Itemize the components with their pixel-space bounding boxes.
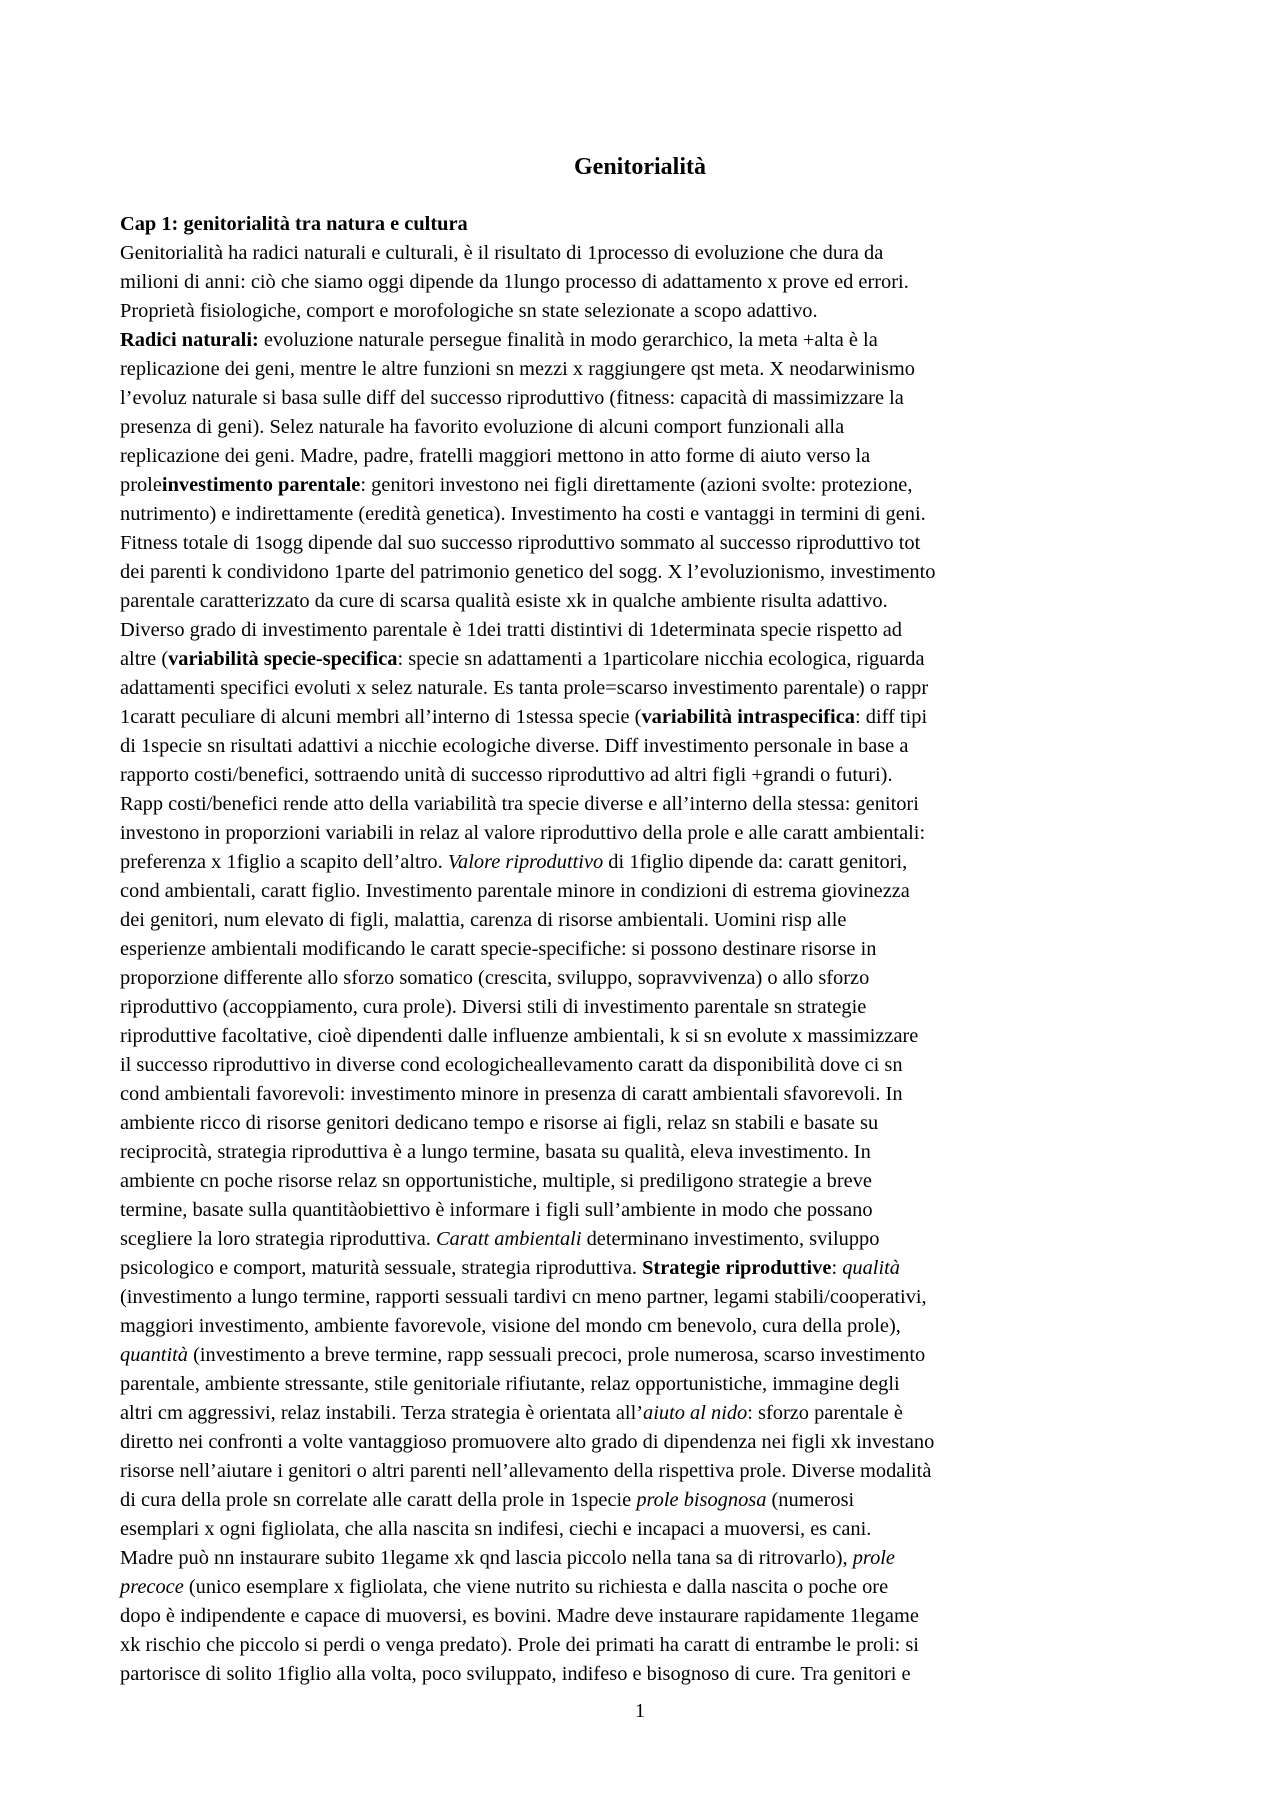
text-line bbox=[120, 1196, 1160, 1225]
text-run: Proprietà fisiologiche, comport e morofologiche sn state selezionate a scopo adattivo. bbox=[120, 300, 818, 322]
text-line bbox=[120, 413, 1160, 442]
text-line bbox=[120, 1080, 1160, 1109]
text-line bbox=[120, 1428, 1160, 1457]
text-run: (numerosi bbox=[766, 1489, 855, 1511]
text-line bbox=[120, 1573, 1160, 1602]
text-run: : diff tipi bbox=[854, 706, 928, 728]
text-line bbox=[120, 645, 1160, 674]
text-run: dei parenti k condividono 1parte del patrimonio genetico del sogg. X l’evoluzionismo, investimento bbox=[120, 561, 936, 583]
text-line bbox=[120, 355, 1160, 384]
section-heading: Cap 1: genitorialità tra natura e cultura bbox=[120, 213, 468, 235]
text-run: : genitori investono nei figli direttamente (azioni svolte: protezione, bbox=[360, 474, 913, 496]
text-run: preferenza x 1figlio a scapito dell’altro. bbox=[120, 851, 448, 873]
text-line bbox=[120, 761, 1160, 790]
text-line bbox=[120, 1399, 1160, 1428]
bold-term: variabilità specie-specifica bbox=[168, 648, 398, 670]
bold-term: Strategie riproduttive bbox=[642, 1257, 832, 1279]
text-run: replicazione dei geni, mentre le altre funzioni sn mezzi x raggiungere qst meta. X neodarwinismo bbox=[120, 358, 915, 380]
text-line bbox=[120, 471, 1160, 500]
text-run: (investimento a lungo termine, rapporti sessuali tardivi cn meno partner, legami stabili/cooperativi, bbox=[120, 1286, 927, 1308]
text-run: reciprocità, strategia riproduttiva è a lungo termine, basata su qualità, eleva investimento. In bbox=[120, 1141, 871, 1163]
text-run: Genitorialità ha radici naturali e culturali, è il risultato di 1processo di evoluzione che dura da bbox=[120, 242, 884, 264]
text-line bbox=[120, 1602, 1160, 1631]
text-run: altri cm aggressivi, relaz instabili. Terza strategia è orientata all’ bbox=[120, 1402, 644, 1424]
text-run: : bbox=[831, 1257, 843, 1279]
text-line bbox=[120, 1486, 1160, 1515]
text-line bbox=[120, 1109, 1160, 1138]
text-line bbox=[120, 1051, 1160, 1080]
text-run: termine, basate sulla quantitàobiettivo è informare i figli sull’ambiente in modo che possano bbox=[120, 1199, 873, 1221]
text-line bbox=[120, 442, 1160, 471]
text-run: xk rischio che piccolo si perdi o venga predato). Prole dei primati ha caratt di entrambe le proli: si bbox=[120, 1634, 919, 1656]
text-line bbox=[120, 1254, 1160, 1283]
bold-term: variabilità intraspecifica bbox=[641, 706, 855, 728]
text-line bbox=[120, 1515, 1160, 1544]
text-run: 1caratt peculiare di alcuni membri all’interno di 1stessa specie ( bbox=[120, 706, 642, 728]
text-run: (investimento a breve termine, rapp sessuali precoci, prole numerosa, scarso investimento bbox=[187, 1344, 926, 1366]
bold-term: Radici naturali: bbox=[120, 329, 259, 351]
text-line bbox=[120, 877, 1160, 906]
text-line bbox=[120, 500, 1160, 529]
text-line bbox=[120, 1631, 1160, 1660]
text-run: il successo riproduttivo in diverse cond ecologicheallevamento caratt da disponibilità dove ci sn bbox=[120, 1054, 903, 1076]
text-line bbox=[120, 1370, 1160, 1399]
text-run: riproduttivo (accoppiamento, cura prole). Diversi stili di investimento parentale sn strategie bbox=[120, 996, 867, 1018]
text-line bbox=[120, 297, 1160, 326]
italic-term: quantità bbox=[120, 1344, 188, 1366]
text-line bbox=[120, 616, 1160, 645]
text-line bbox=[120, 790, 1160, 819]
text-line bbox=[120, 1544, 1160, 1573]
text-run: rapporto costi/benefici, sottraendo unità di successo riproduttivo ad altri figli +grandi o futuri). bbox=[120, 764, 893, 786]
text-run: partorisce di solito 1figlio alla volta, poco sviluppato, indifeso e bisognoso di cure. Tra genitori e bbox=[120, 1663, 911, 1685]
text-run: esperienze ambientali modificando le caratt specie-specifiche: si possono destinare risorse in bbox=[120, 938, 877, 960]
italic-term: aiuto al nido bbox=[643, 1402, 748, 1424]
text-line bbox=[120, 384, 1160, 413]
text-line bbox=[120, 587, 1160, 616]
text-run: investono in proporzioni variabili in relaz al valore riproduttivo della prole e alle caratt ambientali: bbox=[120, 822, 926, 844]
text-run: di 1specie sn risultati adattivi a nicchie ecologiche diverse. Diff investimento personale in base a bbox=[120, 735, 909, 757]
italic-term: Valore riproduttivo bbox=[447, 851, 604, 873]
text-run: adattamenti specifici evoluti x selez naturale. Es tanta prole=scarso investimento parentale) o rappr bbox=[120, 677, 929, 699]
text-line bbox=[120, 1341, 1160, 1370]
text-run: nutrimento) e indirettamente (eredità genetica). Investimento ha costi e vantaggi in termini di geni. bbox=[120, 503, 926, 525]
bold-term: investimento parentale bbox=[161, 474, 361, 496]
text-line bbox=[120, 1167, 1160, 1196]
text-line bbox=[120, 848, 1160, 877]
text-line bbox=[120, 964, 1160, 993]
text-run: parentale, ambiente stressante, stile genitoriale rifiutante, relaz opportunistiche, immagine degli bbox=[120, 1373, 900, 1395]
text-run: riproduttive facoltative, cioè dipendenti dalle influenze ambientali, k si sn evolute x massimizzare bbox=[120, 1025, 919, 1047]
italic-term: prole bbox=[852, 1547, 895, 1569]
text-line bbox=[120, 1283, 1160, 1312]
text-run: cond ambientali favorevoli: investimento minore in presenza di caratt ambientali sfavorevoli. In bbox=[120, 1083, 903, 1105]
text-line bbox=[120, 1312, 1160, 1341]
italic-term: qualità bbox=[842, 1257, 900, 1279]
text-run: l’evoluz naturale si basa sulle diff del successo riproduttivo (fitness: capacità di massimizzare la bbox=[120, 387, 904, 409]
text-line bbox=[120, 906, 1160, 935]
text-run: presenza di geni). Selez naturale ha favorito evoluzione di alcuni comport funzionali alla bbox=[120, 416, 845, 438]
text-run: cond ambientali, caratt figlio. Investimento parentale minore in condizioni di estrema giovinezza bbox=[120, 880, 910, 902]
text-run: Rapp costi/benefici rende atto della variabilità tra specie diverse e all’interno della stessa: genitori bbox=[120, 793, 919, 815]
text-run: Fitness totale di 1sogg dipende dal suo successo riproduttivo sommato al successo riproduttivo tot bbox=[120, 532, 921, 554]
text-run: proporzione differente allo sforzo somatico (crescita, sviluppo, sopravvivenza) o allo sforzo bbox=[120, 967, 870, 989]
document-body bbox=[120, 210, 1160, 1689]
text-run: ambiente cn poche risorse relaz sn opportunistiche, multiple, si prediligono strategie a breve bbox=[120, 1170, 872, 1192]
text-line bbox=[120, 935, 1160, 964]
text-line bbox=[120, 1138, 1160, 1167]
text-line bbox=[120, 732, 1160, 761]
text-line bbox=[120, 326, 1160, 355]
text-run: determinano investimento, sviluppo bbox=[581, 1228, 880, 1250]
text-run: di cura della prole sn correlate alle caratt della prole in 1specie bbox=[120, 1489, 637, 1511]
text-run: diretto nei confronti a volte vantaggioso promuovere alto grado di dipendenza nei figli xk investano bbox=[120, 1431, 935, 1453]
text-line bbox=[120, 1457, 1160, 1486]
text-run: (unico esemplare x figliolata, che viene nutrito su richiesta e dalla nascita o poche ore bbox=[183, 1576, 889, 1598]
italic-term: prole bisognosa bbox=[636, 1489, 767, 1511]
text-run: esemplari x ogni figliolata, che alla nascita sn indifesi, ciechi e incapaci a muoversi, es cani. bbox=[120, 1518, 872, 1540]
text-run: evoluzione naturale persegue finalità in modo gerarchico, la meta +alta è la bbox=[258, 329, 878, 351]
text-run: maggiori investimento, ambiente favorevole, visione del mondo cm benevolo, cura della prole), bbox=[120, 1315, 901, 1337]
text-run: Diverso grado di investimento parentale è 1dei tratti distintivi di 1determinata specie rispetto ad bbox=[120, 619, 902, 641]
text-run: ambiente ricco di risorse genitori dedicano tempo e risorse ai figli, relaz sn stabili e basate su bbox=[120, 1112, 879, 1134]
text-run: : specie sn adattamenti a 1particolare nicchia ecologica, riguarda bbox=[397, 648, 925, 670]
page-number: 1 bbox=[635, 1700, 645, 1722]
text-run: scegliere la loro strategia riproduttiva. bbox=[120, 1228, 436, 1250]
text-run: di 1figlio dipende da: caratt genitori, bbox=[603, 851, 908, 873]
text-run: Madre può nn instaurare subito 1legame xk qnd lascia piccolo nella tana sa di ritrovarlo), bbox=[120, 1547, 853, 1569]
text-line bbox=[120, 1225, 1160, 1254]
text-line bbox=[120, 529, 1160, 558]
text-line bbox=[120, 674, 1160, 703]
text-line bbox=[120, 1660, 1160, 1689]
italic-term: Caratt ambientali bbox=[435, 1228, 582, 1250]
text-line bbox=[120, 819, 1160, 848]
text-line bbox=[120, 268, 1160, 297]
text-line bbox=[120, 239, 1160, 268]
text-run: parentale caratterizzato da cure di scarsa qualità esiste xk in qualche ambiente risulta adattivo. bbox=[120, 590, 888, 612]
text-run: : sforzo parentale è bbox=[747, 1402, 903, 1424]
text-run: risorse nell’aiutare i genitori o altri parenti nell’allevamento della rispettiva prole. Diverse modalità bbox=[120, 1460, 932, 1482]
text-run: prole bbox=[120, 474, 162, 496]
body-paragraph bbox=[120, 239, 1160, 1689]
text-run: milioni di anni: ciò che siamo oggi dipende da 1lungo processo di adattamento x prove ed errori. bbox=[120, 271, 909, 293]
text-run: dei genitori, num elevato di figli, malattia, carenza di risorse ambientali. Uomini risp alle bbox=[120, 909, 847, 931]
text-line bbox=[120, 703, 1160, 732]
text-run: replicazione dei geni. Madre, padre, fratelli maggiori mettono in atto forme di aiuto verso la bbox=[120, 445, 871, 467]
text-run: psicologico e comport, maturità sessuale, strategia riproduttiva. bbox=[120, 1257, 643, 1279]
text-line bbox=[120, 993, 1160, 1022]
italic-term: precoce bbox=[120, 1576, 184, 1598]
text-line bbox=[120, 1022, 1160, 1051]
document-title: Genitorialità bbox=[574, 154, 706, 180]
text-run: dopo è indipendente e capace di muoversi, es bovini. Madre deve instaurare rapidamente 1legame bbox=[120, 1605, 919, 1627]
text-run: altre ( bbox=[120, 648, 169, 670]
text-line bbox=[120, 558, 1160, 587]
